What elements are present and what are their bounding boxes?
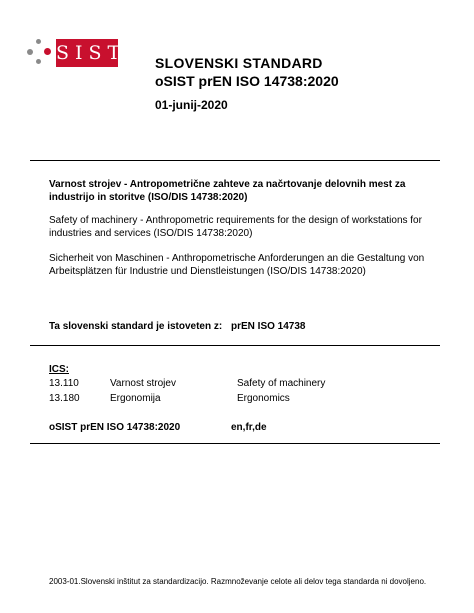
sist-logo (24, 36, 127, 70)
summary-standard-id: oSIST prEN ISO 14738:2020 (49, 422, 181, 433)
divider-bottom (30, 443, 440, 444)
standard-type-title: SLOVENSKI STANDARD (155, 55, 323, 71)
divider-middle (30, 345, 440, 346)
ics-title-sl: Varnost strojev (110, 378, 176, 389)
title-slovenian: Varnost strojev - Antropometrične zahteve za načrtovanje delovnih mest za industrijo in storitve (ISO/DIS 14738:2020) (49, 179, 406, 203)
summary-languages: en,fr,de (231, 422, 267, 433)
identical-value: prEN ISO 14738 (231, 321, 306, 332)
ics-title-sl: Ergonomija (110, 393, 161, 404)
ics-code: 13.110 (49, 378, 79, 389)
title-english: Safety of machinery - Anthropometric requirements for the design of workstations for industries and services (ISO/DIS 14738:2020) (49, 215, 422, 239)
publication-date: 01-junij-2020 (155, 98, 228, 112)
logo-dots-icon (24, 36, 54, 70)
copyright-footer: 2003-01.Slovenski inštitut za standardizacijo. Razmnoževanje celote ali delov tega standarda ni dovoljeno. (49, 577, 427, 586)
ics-title-en: Ergonomics (237, 393, 290, 404)
ics-label: ICS: (49, 364, 69, 375)
identical-label: Ta slovenski standard je istoveten z: (49, 321, 223, 332)
logo-wordmark: SIST (56, 39, 118, 67)
standard-id: oSIST prEN ISO 14738:2020 (155, 73, 339, 89)
ics-code: 13.180 (49, 393, 80, 404)
divider-top (30, 160, 440, 161)
ics-title-en: Safety of machinery (237, 378, 326, 389)
title-german: Sicherheit von Maschinen - Anthropometrische Anforderungen an die Gestaltung von Arbeitsplätzen für Industrie und Dienstleistungen (ISO/DIS 14738:2020) (49, 253, 425, 277)
